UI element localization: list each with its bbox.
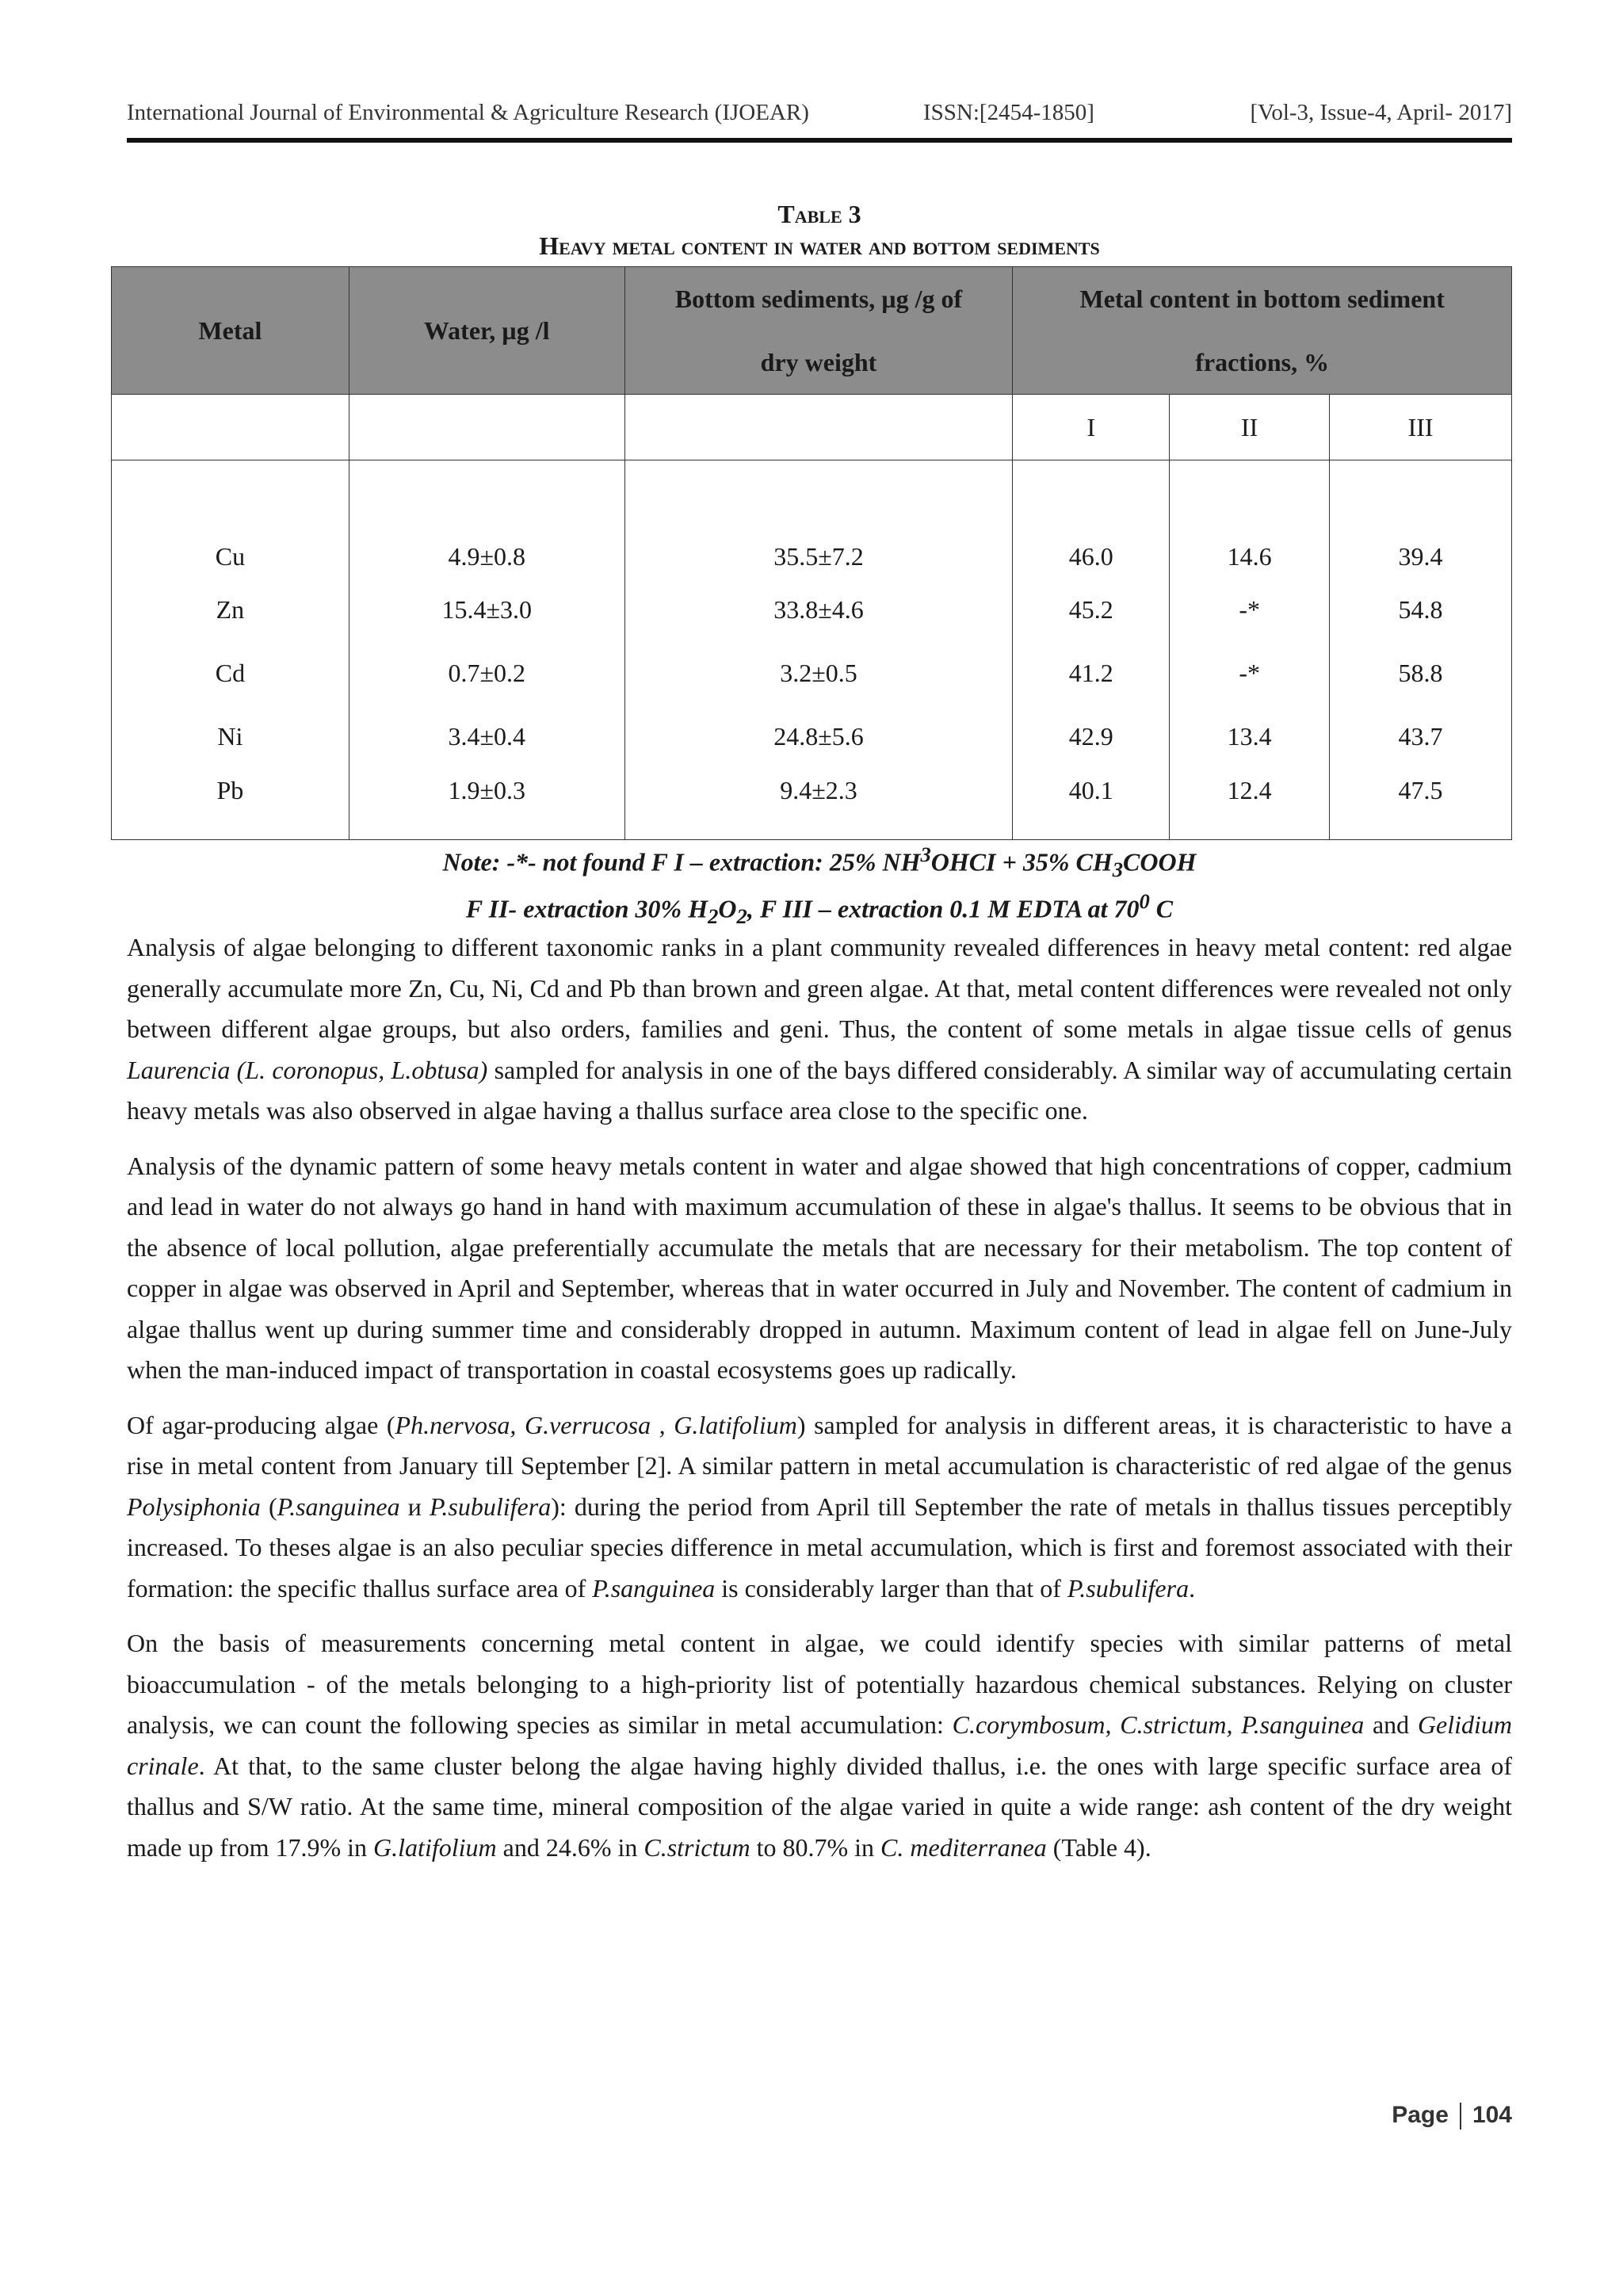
page-label: Page [1392, 2102, 1449, 2128]
metal-cell: Zn [112, 578, 349, 641]
sediment-cell: 3.2±0.5 [624, 641, 1013, 705]
water-cell: 15.4±3.0 [349, 578, 624, 641]
sediment-cell: 24.8±5.6 [624, 705, 1013, 768]
header-rule [127, 138, 1512, 143]
sediment-cell: 33.8±4.6 [624, 578, 1013, 641]
fraction-iii-cell: 43.7 [1330, 705, 1512, 768]
fraction-i-cell: 46.0 [1013, 508, 1170, 578]
col-header-fractions [1013, 267, 1512, 395]
water-cell: 1.9±0.3 [349, 768, 624, 840]
table-row [112, 705, 1512, 768]
col-header-metal: Metal [112, 267, 349, 395]
table-note-line1: Note: -*- not found F I – extraction: 25% $NH^3OHCI + 35\%$ $CH_3COOH$ [442, 842, 1197, 882]
col-header-fractions-line2: fractions, % [1195, 348, 1330, 376]
table-row [112, 768, 1512, 840]
col-header-sediments-line1: Bottom sediments, µg /g of [674, 285, 963, 313]
fraction-ii-cell: 12.4 [1170, 768, 1330, 840]
fraction-i-cell: 45.2 [1013, 578, 1170, 641]
fraction-iii-cell: 39.4 [1330, 508, 1512, 578]
fraction-i-header: I [1013, 395, 1170, 460]
fraction-i-cell: 41.2 [1013, 641, 1170, 705]
body-text [127, 927, 1512, 1882]
table-caption [127, 198, 1512, 262]
table-row [112, 578, 1512, 641]
metal-cell: Ni [112, 705, 349, 768]
volume-issue: [Vol-3, Issue-4, April- 2017] [1250, 100, 1512, 125]
fraction-ii-cell: -* [1170, 641, 1330, 705]
page-number-value: 104 [1472, 2102, 1512, 2128]
fraction-iii-cell: 54.8 [1330, 578, 1512, 641]
table-number: Table 3 [777, 200, 861, 228]
fraction-ii-cell: -* [1170, 578, 1330, 641]
empty-cell [624, 395, 1013, 460]
water-cell: 4.9±0.8 [349, 508, 624, 578]
col-header-water: Water, µg /l [349, 267, 624, 395]
page-divider [1460, 2103, 1461, 2130]
table-row [112, 508, 1512, 578]
table-row [112, 641, 1512, 705]
empty-cell [112, 395, 349, 460]
table-header-row [112, 267, 1512, 395]
table-title: Heavy metal content in water and bottom sediments [539, 231, 1100, 260]
fraction-subheader-row [112, 395, 1512, 460]
sediment-cell: 9.4±2.3 [624, 768, 1013, 840]
empty-cell [349, 395, 624, 460]
metal-cell: Cd [112, 641, 349, 705]
col-header-sediments-line2: dry weight [760, 348, 877, 376]
fraction-iii-header: III [1330, 395, 1512, 460]
metal-cell: Cu [112, 508, 349, 578]
fraction-i-cell: 40.1 [1013, 768, 1170, 840]
col-header-sediments [624, 267, 1013, 395]
table-note [127, 839, 1512, 932]
fraction-iii-cell: 47.5 [1330, 768, 1512, 840]
fraction-i-cell: 42.9 [1013, 705, 1170, 768]
col-header-fractions-line1: Metal content in bottom sediment [1079, 285, 1445, 313]
journal-name: International Journal of Environmental & Agriculture Research (IJOEAR) [127, 100, 809, 125]
issn: ISSN:[2454-1850] [923, 100, 1094, 125]
fraction-iii-cell: 58.8 [1330, 641, 1512, 705]
fraction-ii-cell: 14.6 [1170, 508, 1330, 578]
paragraph: Of agar-producing algae (Ph.nervosa, G.verrucosa , G.latifolium) sampled for analysis in different areas, it is characteristic to have a rise in metal content from January till September [2]. A similar pattern in metal accumulation is characteristic of red algae of the genus Polysiphonia (P.sanguinea и P.subulifera): during the period from April till September the rate of metals in thallus tissues perceptibly increased. To theses algae is an also peculiar species difference in metal accumulation, which is first and foremost associated with their formation: the specific thallus surface area of P.sanguinea is considerably larger than that of P.subulifera. [127, 1410, 1513, 1603]
metal-content-table [111, 266, 1512, 840]
table-spacer-row [112, 460, 1512, 509]
paragraph: On the basis of measurements concerning metal content in algae, we could identify species with similar patterns of metal bioaccumulation - of the metals belonging to a high-priority list of potentially hazardous chemical substances. Relying on cluster analysis, we can count the following species as similar in metal accumulation: C.corymbosum, C.strictum, P.sanguinea and Gelidium crinale. At that, to the same cluster belong the algae having highly divided thallus, i.e. the ones with large specific surface area of thallus and S/W ratio. At the same time, mineral composition of the algae varied in quite a wide range: ash content of the dry weight made up from 17.9% in G.latifolium and 24.6% in C.strictum to 80.7% in C. mediterranea (Table 4). [127, 1629, 1513, 1862]
paragraph: Analysis of algae belonging to different taxonomic ranks in a plant community revealed differences in heavy metal content: red algae generally accumulate more Zn, Cu, Ni, Cd and Pb than brown and green algae. At that, metal content differences were revealed not only between different algae groups, but also orders, families and geni. Thus, the content of some metals in algae tissue cells of genus Laurencia (L. coronopus, L.obtusa) sampled for analysis in one of the bays differed considerably. A similar way of accumulating certain heavy metals was also observed in algae having a thallus surface area close to the specific one. [127, 933, 1513, 1125]
metal-cell: Pb [112, 768, 349, 840]
paragraph: Analysis of the dynamic pattern of some heavy metals content in water and algae showed that high concentrations of copper, cadmium and lead in water do not always go hand in hand with maximum accumulation of these in algae's thallus. It seems to be obvious that in the absence of local pollution, algae preferentially accumulate the metals that are necessary for their metabolism. The top content of copper in algae was observed in April and September, whereas that in water occurred in July and November. The content of cadmium in algae thallus went up during summer time and considerably dropped in autumn. Maximum content of lead in algae fell on June-July when the man-induced impact of transportation in coastal ecosystems goes up radically. [127, 1151, 1512, 1384]
fraction-ii-cell: 13.4 [1170, 705, 1330, 768]
page-number [1392, 2102, 1512, 2130]
running-header [127, 100, 1512, 139]
fraction-ii-header: II [1170, 395, 1330, 460]
table-note-line2: F II- extraction 30% $H_2O_2$, F III – extraction 0.1 M EDTA at $70^0$ C [465, 889, 1174, 929]
water-cell: 0.7±0.2 [349, 641, 624, 705]
water-cell: 3.4±0.4 [349, 705, 624, 768]
sediment-cell: 35.5±7.2 [624, 508, 1013, 578]
